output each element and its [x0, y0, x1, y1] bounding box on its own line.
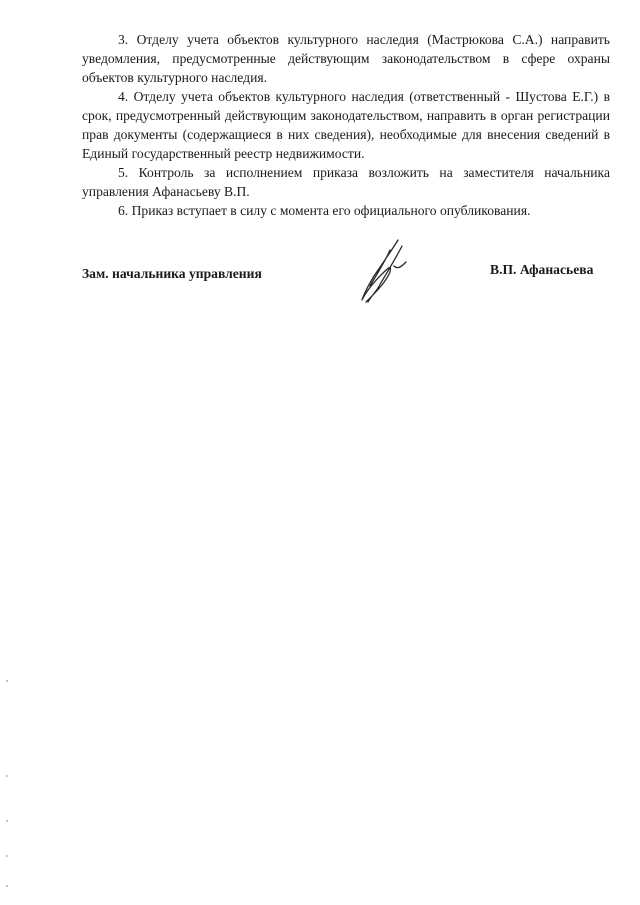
scan-speck: [6, 775, 8, 777]
document-body: [82, 30, 610, 220]
signatory-position: Зам. начальника управления: [82, 266, 262, 281]
signatory-name: В.П. Афанасьева: [490, 262, 594, 277]
paragraph-6: 6. Приказ вступает в силу с момента его официального опубликования.: [118, 203, 531, 218]
paragraph-4: 4. Отделу учета объектов культурного наследия (ответственный - Шустова Е.Г.) в срок, предусмотренный действующим законодательством, направить в орган регистрации прав документы (содержащиеся в них сведения), необходимые для внесения сведений в Единый государственный реестр недвижимости.: [82, 89, 610, 161]
scan-speck: [6, 680, 8, 682]
handwritten-signature: [352, 236, 416, 308]
paragraph-3: 3. Отделу учета объектов культурного наследия (Мастрюкова С.А.) направить уведомления, предусмотренные действующим законодательством в сфере охраны объектов культурного наследия.: [82, 32, 610, 85]
scan-speck: [6, 855, 8, 857]
scan-speck: [6, 885, 8, 887]
scan-speck: [6, 820, 8, 822]
paragraph-5: 5. Контроль за исполнением приказа возложить на заместителя начальника управления Афанасьеву В.П.: [82, 165, 610, 199]
